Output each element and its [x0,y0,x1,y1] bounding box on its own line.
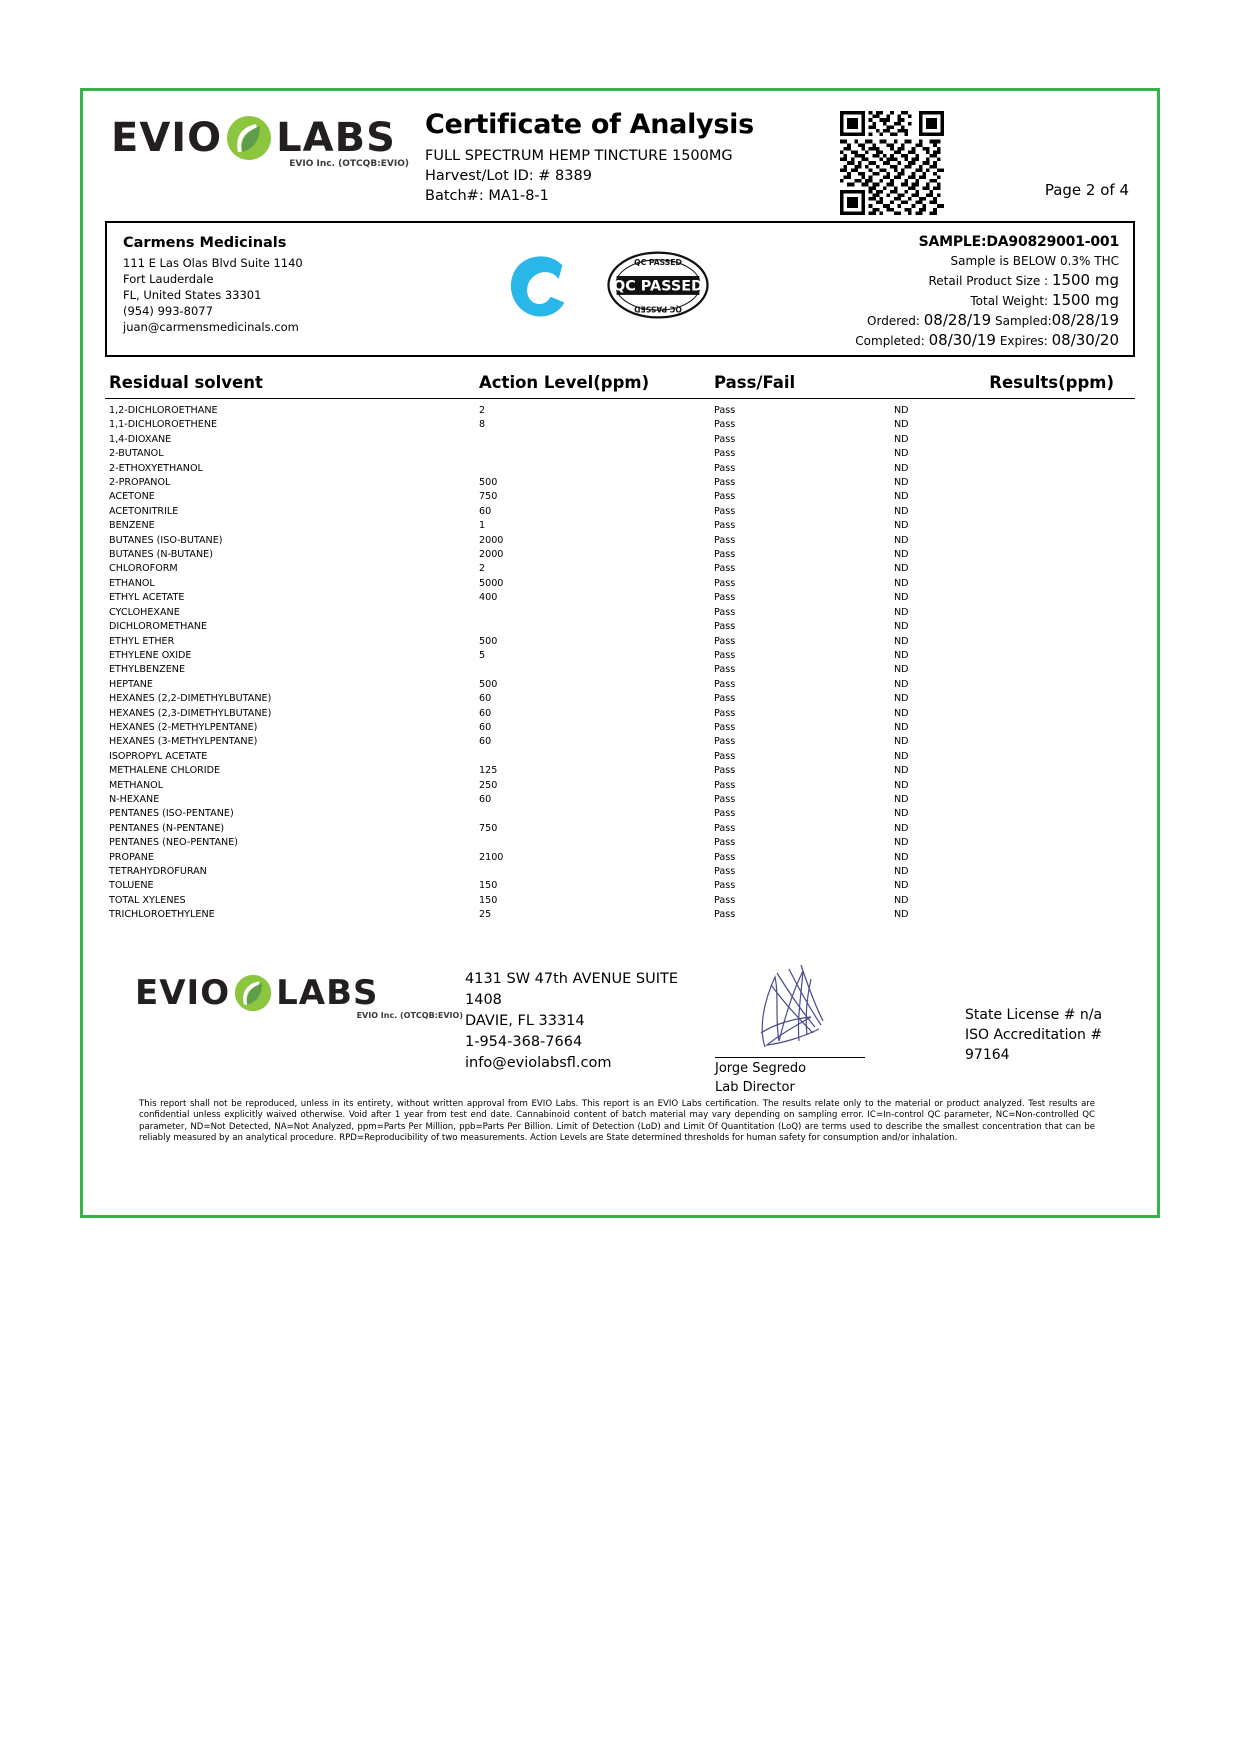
cell-pass-fail: Pass [714,721,736,733]
cell-result: ND [894,750,909,762]
cell-action-level [479,620,714,634]
cell-action-level: 150 [479,894,498,906]
retail-value: 1500 mg [1051,271,1119,289]
cell-pass-fail: Pass [714,837,736,849]
harvest-lot-id: Harvest/Lot ID: # 8389 [425,168,592,184]
client-name: Carmens Medicinals [123,235,287,251]
cell-result: ND [894,592,909,604]
cell-action-level: 60 [479,707,492,719]
cell-analyte: TETRAHYDROFURAN [109,866,207,877]
cell-result: ND [894,779,909,791]
cell-pass-fail: Pass [714,866,736,877]
cell-pass-fail: Pass [714,534,736,546]
qc-passed-stamp [604,247,712,323]
cell-pass-fail: Pass [714,635,736,647]
cell-action-level: 500 [479,678,498,690]
cell-action-level [479,447,714,461]
cell-analyte: 1,4-DIOXANE [109,433,172,445]
cell-pass-fail: Pass [714,894,736,906]
cell-analyte: N-HEXANE [109,793,160,805]
cell-pass-fail: Pass [714,880,736,892]
cell-pass-fail: Pass [714,678,736,690]
cell-action-level: 1 [479,520,486,532]
table-row [105,649,1135,663]
cell-action-level: 750 [479,822,498,834]
cell-analyte: PENTANES (N-PENTANE) [109,822,225,834]
cell-result: ND [894,880,909,892]
client-address-3: FL, United States 33301 [123,288,262,302]
cell-analyte: TRICHLOROETHYLENE [109,909,215,921]
table-row [105,447,1135,461]
cell-result: ND [894,693,909,705]
cell-action-level: 8 [479,419,486,431]
logo-subtitle: EVIO Inc. (OTCQB:EVIO) [289,159,409,169]
cell-analyte: HEXANES (3-METHYLPENTANE) [109,736,258,748]
cell-pass-fail: Pass [714,750,736,762]
completed-value: 08/30/19 [928,331,996,349]
table-row [105,490,1135,504]
cell-action-level: 2000 [479,534,504,546]
footer-leaf-icon [234,974,272,1012]
cell-pass-fail: Pass [714,606,736,618]
cell-analyte: 1,2-DICHLOROETHANE [109,405,218,416]
footer-logo [105,945,465,1085]
cell-result: ND [894,851,909,863]
cell-pass-fail: Pass [714,419,736,431]
evio-labs-logo [105,109,411,169]
product-name: FULL SPECTRUM HEMP TINCTURE 1500MG [425,148,733,164]
cell-action-level: 500 [479,477,498,489]
cell-analyte: HEXANES (2,3-DIMETHYLBUTANE) [109,707,272,719]
cell-pass-fail: Pass [714,549,736,561]
table-row [105,750,1135,764]
cell-action-level: 400 [479,592,498,604]
table-row [105,562,1135,576]
table-row [105,735,1135,749]
column-header-results: Results(ppm) [989,373,1114,392]
cell-result: ND [894,520,909,532]
signer-title: Lab Director [715,1079,795,1095]
document-footer [105,945,1135,1095]
cell-pass-fail: Pass [714,909,736,921]
cell-analyte: DICHLOROMETHANE [109,621,208,633]
table-row [105,865,1135,879]
results-table-header [105,357,1135,399]
table-row [105,822,1135,836]
cell-action-level [479,836,714,850]
cell-result: ND [894,462,909,474]
ordered-sampled [759,311,1119,331]
cell-analyte: PENTANES (NEO-PENTANE) [109,837,239,849]
cell-pass-fail: Pass [714,808,736,820]
cell-pass-fail: Pass [714,477,736,489]
cell-pass-fail: Pass [714,793,736,805]
cell-pass-fail: Pass [714,779,736,791]
disclaimer-text: This report shall not be reproduced, unless in its entirety, without written approval from EVIO Labs. This report is an EVIO Labs certification. The results relate only to the material or product analyzed. Test results are confidential unless explicitly waived otherwise. Void after 1 year from test end date. Cannabinoid content of batch material may vary depending on sampling error. IC=In-control QC parameter, NC=Non-controlled QC parameter, ND=Not Detected, NA=Not Analyzed, ppm=Parts Per Million, ppb=Parts Per Billion. Limit of Detection (LoD) and Limit Of Quantitation (LoQ) are terms used to describe the smallest concentration that can be reliably measured by an analytical procedure. RPD=Reproducibility of two measurements. Action Levels are State determined thresholds for human safety for consumption and/or inhalation. [139,1098,1095,1144]
cell-analyte: PENTANES (ISO-PENTANE) [109,808,234,820]
cell-pass-fail: Pass [714,577,736,589]
footer-logo-subtitle: EVIO Inc. (OTCQB:EVIO) [356,1010,463,1020]
cell-action-level: 2 [479,405,486,416]
table-row [105,606,1135,620]
cell-analyte: CYCLOHEXANE [109,606,180,618]
cell-pass-fail: Pass [714,505,736,517]
cell-action-level: 150 [479,880,498,892]
lab-phone: 1-954-368-7664 [465,1033,583,1050]
cell-action-level: 2000 [479,549,504,561]
table-row [105,879,1135,893]
cell-action-level [479,807,714,821]
batch-number: Batch#: MA1-8-1 [425,188,549,204]
c-swirl-icon [500,246,578,324]
title-block [411,109,840,206]
cell-analyte: ISOPROPYL ACETATE [109,750,208,762]
thc-note: Sample is BELOW 0.3% THC [950,254,1119,268]
cell-analyte: HEXANES (2,2-DIMETHYLBUTANE) [109,693,272,705]
sample-details [759,223,1133,355]
table-row [105,577,1135,591]
cell-action-level: 60 [479,793,492,805]
signature-block [715,945,945,1095]
table-row [105,620,1135,634]
sampled-value: 08/28/19 [1051,311,1119,329]
cell-result: ND [894,621,909,633]
sampled-label: Sampled: [994,314,1052,328]
cell-result: ND [894,433,909,445]
cell-action-level [479,606,714,620]
cell-result: ND [894,405,909,416]
cell-analyte: METHANOL [109,779,164,791]
cell-action-level [479,462,714,476]
cell-action-level: 125 [479,765,498,777]
client-address-1: 111 E Las Olas Blvd Suite 1140 [123,256,303,270]
cell-result: ND [894,793,909,805]
table-row [105,505,1135,519]
cell-result: ND [894,909,909,921]
cell-analyte: ETHYLENE OXIDE [109,649,192,661]
cell-result: ND [894,707,909,719]
cell-pass-fail: Pass [714,462,736,474]
cell-action-level [479,433,714,447]
logo-labs-text: LABS [276,115,396,161]
svg-text:QC PASSED: QC PASSED [634,304,682,314]
table-row [105,678,1135,692]
table-row [105,663,1135,677]
cell-pass-fail: Pass [714,851,736,863]
cell-action-level: 5 [479,649,486,661]
cell-result: ND [894,448,909,460]
table-row [105,692,1135,706]
iso-accreditation-line-1: ISO Accreditation # [965,1026,1103,1043]
cell-pass-fail: Pass [714,433,736,445]
cell-result: ND [894,649,909,661]
cell-pass-fail: Pass [714,707,736,719]
signer-name: Jorge Segredo [715,1060,807,1076]
footer-logo-labs-text: LABS [276,972,379,1013]
weight-value: 1500 mg [1051,291,1119,309]
cell-result: ND [894,736,909,748]
table-row [105,779,1135,793]
cell-result: ND [894,549,909,561]
badges [453,223,759,355]
cell-analyte: 2-BUTANOL [109,448,164,460]
lab-address [465,945,715,1085]
cell-action-level: 750 [479,491,498,503]
cell-action-level: 500 [479,635,498,647]
cell-analyte: ACETONITRILE [109,505,179,517]
cell-analyte: ETHYLBENZENE [109,664,186,676]
client-address-2: Fort Lauderdale [123,272,214,286]
cell-action-level: 60 [479,505,492,517]
cell-result: ND [894,765,909,777]
table-row [105,534,1135,548]
cell-analyte: TOTAL XYLENES [109,894,186,906]
cell-action-level: 250 [479,779,498,791]
table-row [105,764,1135,778]
cell-result: ND [894,606,909,618]
cell-result: ND [894,664,909,676]
table-row [105,548,1135,562]
expires-label: Expires: [999,334,1048,348]
page-title: Certificate of Analysis [425,109,754,140]
footer-logo-evio-text: EVIO [135,972,231,1013]
cell-analyte: HEPTANE [109,678,153,690]
expires-value: 08/30/20 [1051,331,1119,349]
cell-action-level [479,865,714,879]
cell-pass-fail: Pass [714,822,736,834]
cell-analyte: ETHYL ETHER [109,635,175,647]
cell-analyte: PROPANE [109,851,154,863]
cell-pass-fail: Pass [714,520,736,532]
cell-analyte: METHALENE CHLORIDE [109,765,221,777]
retail-label: Retail Product Size : [928,274,1049,288]
cell-result: ND [894,822,909,834]
cell-action-level: 60 [479,721,492,733]
client-email: juan@carmensmedicinals.com [123,320,299,334]
weight-label: Total Weight: [970,294,1049,308]
sample-info-box [105,221,1135,357]
cell-analyte: BENZENE [109,520,155,532]
table-row [105,836,1135,850]
table-row [105,635,1135,649]
coa-document [80,88,1160,1218]
cell-pass-fail: Pass [714,592,736,604]
table-row [105,807,1135,821]
cell-action-level: 25 [479,909,492,921]
results-table-body [105,399,1135,923]
iso-accreditation-line-2: 97164 [965,1046,1010,1063]
cell-analyte: TOLUENE [109,880,154,892]
table-row [105,433,1135,447]
cell-pass-fail: Pass [714,563,736,575]
cell-result: ND [894,894,909,906]
cell-analyte: BUTANES (N-BUTANE) [109,549,213,561]
table-row [105,707,1135,721]
cell-pass-fail: Pass [714,491,736,503]
cell-action-level: 2100 [479,851,504,863]
cell-result: ND [894,808,909,820]
table-row [105,462,1135,476]
table-row [105,591,1135,605]
signature-icon [745,955,875,1055]
cell-analyte: 2-PROPANOL [109,477,171,489]
cell-action-level [479,750,714,764]
cell-pass-fail: Pass [714,621,736,633]
cell-analyte: 2-ETHOXYETHANOL [109,462,203,474]
cell-analyte: 1,1-DICHLOROETHENE [109,419,218,431]
page-number: Page 2 of 4 [1044,181,1129,199]
cell-result: ND [894,477,909,489]
cell-result: ND [894,678,909,690]
cell-result: ND [894,721,909,733]
cell-result: ND [894,635,909,647]
cell-pass-fail: Pass [714,405,736,416]
client-info [107,223,453,355]
cell-analyte: ETHYL ACETATE [109,592,185,604]
cell-action-level: 2 [479,563,486,575]
state-license: State License # n/a [965,1006,1103,1023]
table-row [105,908,1135,922]
cell-action-level: 60 [479,736,492,748]
cell-action-level: 60 [479,693,492,705]
sample-id: SAMPLE:DA90829001-001 [918,234,1119,250]
cell-action-level [479,663,714,677]
cell-result: ND [894,534,909,546]
ordered-label: Ordered: [867,314,920,328]
table-row [105,851,1135,865]
svg-text:QC PASSED: QC PASSED [634,258,682,268]
lab-address-3: DAVIE, FL 33314 [465,1012,585,1029]
cell-pass-fail: Pass [714,448,736,460]
completed-expires [759,331,1119,351]
lab-address-2: 1408 [465,991,502,1008]
cell-result: ND [894,491,909,503]
table-row [105,793,1135,807]
ordered-value: 08/28/19 [923,311,992,329]
cell-analyte: BUTANES (ISO-BUTANE) [109,534,223,546]
total-weight [759,291,1119,311]
table-row [105,894,1135,908]
cell-analyte: CHLOROFORM [109,563,178,575]
cell-result: ND [894,563,909,575]
column-header-action-level: Action Level(ppm) [479,373,650,392]
lab-email: info@eviolabsfl.com [465,1054,612,1071]
qr-code-icon [840,111,944,215]
table-row [105,404,1135,418]
cell-result: ND [894,837,909,849]
completed-label: Completed: [855,334,925,348]
cell-result: ND [894,419,909,431]
cell-pass-fail: Pass [714,765,736,777]
cell-analyte: ETHANOL [109,577,155,589]
table-row [105,476,1135,490]
cell-pass-fail: Pass [714,693,736,705]
cell-result: ND [894,505,909,517]
cell-analyte: HEXANES (2-METHYLPENTANE) [109,721,258,733]
column-header-pass-fail: Pass/Fail [714,373,796,392]
cell-pass-fail: Pass [714,736,736,748]
cell-result: ND [894,866,909,877]
license-info [945,945,1135,1085]
column-header-analyte: Residual solvent [109,373,263,392]
document-header [105,91,1135,217]
leaf-icon [226,115,272,161]
svg-text:QC PASSED: QC PASSED [612,278,704,295]
cell-pass-fail: Pass [714,649,736,661]
table-row [105,519,1135,533]
table-row [105,721,1135,735]
retail-product-size [759,271,1119,291]
logo-evio-text: EVIO [111,115,223,161]
cell-pass-fail: Pass [714,664,736,676]
cell-result: ND [894,577,909,589]
lab-address-1: 4131 SW 47th AVENUE SUITE [465,970,679,987]
table-row [105,418,1135,432]
cell-action-level: 5000 [479,577,504,589]
cell-analyte: ACETONE [109,491,155,503]
client-phone: (954) 993-8077 [123,304,213,318]
